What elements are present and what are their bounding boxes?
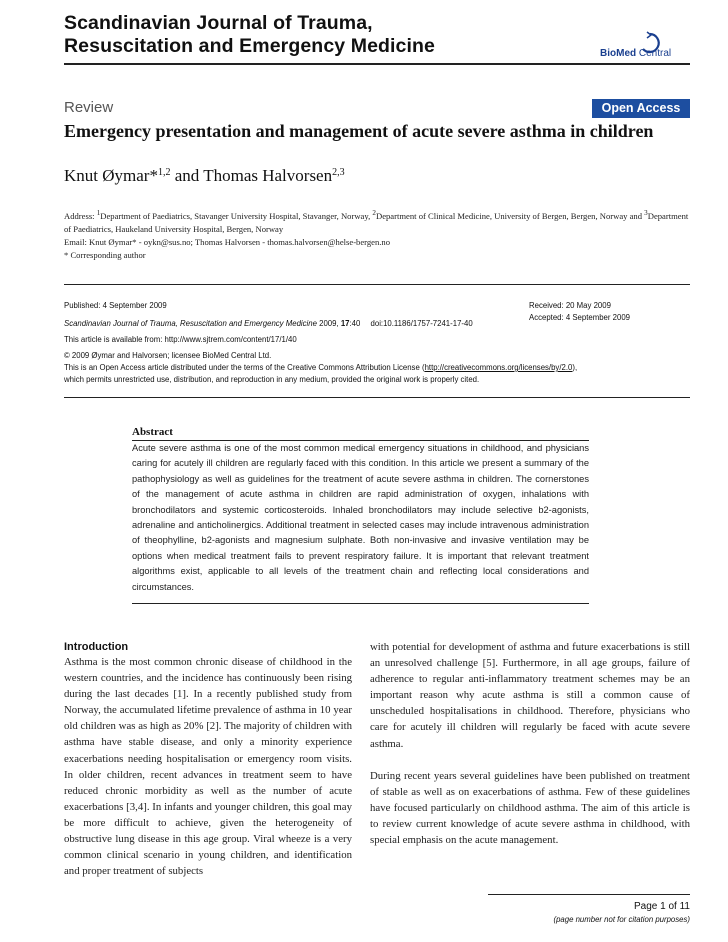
author-1: Knut Øymar*: [64, 166, 158, 185]
email-line: Email: Knut Øymar* - oykn@sus.no; Thomas Halvorsen - thomas.halvorsen@helse-bergen.no: [64, 237, 391, 247]
article-type: Review: [64, 99, 114, 116]
page-number: Page 1 of 11: [634, 901, 690, 912]
intro-left-column: [64, 640, 352, 879]
journal-title-line1: Scandinavian Journal of Trauma,: [64, 12, 373, 34]
open-access-badge: Open Access: [592, 99, 690, 118]
meta-rule-top: [64, 284, 690, 285]
license-line: [64, 362, 694, 374]
page-number-note: (page number not for citation purposes): [553, 915, 690, 924]
copyright-line: © 2009 Øymar and Halvorsen; licensee BioMed Central Ltd.: [64, 351, 272, 360]
article-title: Emergency presentation and management of acute severe asthma in children: [64, 121, 654, 141]
intro-left-text: Asthma is the most common chronic disease of childhood in the western countries, and the incidence has continuously been rising during the last decades [1]. In a recently published study from Norway, the accumulated lifetime prevalence of asthma in 10 year old children was as high as 20% [2]. The majority of children with asthma have stable disease, and only a minority experience exacerbations needing hospitalisation or emergency room visits. In older children, recent advances in treatment seem to have reduced chronic morbidity as well as the number of acute exacerbations [3,4]. In infants and younger children, this goal may be more difficult to achieve, given the heterogeneity of obstructive lung disease in this age group. Viral wheeze is a very common clinical scenario in young children, and identification and proper treatment of subjects: [64, 656, 352, 878]
logo-central-text: Central: [638, 48, 672, 59]
address-part-2: Department of Clinical Medicine, University of Bergen, Bergen, Norway and: [375, 210, 645, 221]
journal-title-line2: Resuscitation and Emergency Medicine: [64, 35, 435, 57]
biomed-central-logo: [600, 30, 692, 60]
license-pre: This is an Open Access article distributed under the terms of the Creative Commons Attribution License (: [64, 363, 425, 372]
citation-doi[interactable]: doi:10.1186/1757-7241-17-40: [370, 319, 473, 328]
author-2-affiliation: 2,3: [332, 167, 345, 178]
intro-right-para-2: During recent years several guidelines have been published on treatment of stable as well as on exacerbations of asthma. Few of these guidelines have focused particularly on childhood asthma. The aim of this article is to review current knowledge of acute severe asthma in childhood, with special emphasis on the acute management.: [370, 769, 690, 847]
address-sup-2: 2: [372, 209, 376, 217]
address-block: [64, 207, 694, 236]
license-post: ),: [572, 363, 578, 372]
author-2: Thomas Halvorsen: [203, 166, 333, 185]
introduction-heading: Introduction: [64, 641, 129, 653]
author-list: [64, 163, 345, 186]
journal-title: [64, 12, 584, 58]
received-date: Received: 20 May 2009: [529, 301, 611, 310]
license-line-2: which permits unrestricted use, distribution, and reproduction in any medium, provided the original work is properly cited.: [64, 375, 480, 384]
abstract-rule-bottom: [132, 603, 589, 604]
citation-journal: Scandinavian Journal of Trauma, Resuscitation and Emergency Medicine: [64, 319, 317, 328]
address-sup-3: 3: [644, 209, 648, 217]
intro-right-para-1: with potential for development of asthma and future exacerbations is still an unresolved challenge [5]. Furthermore, in all age groups, failure of adherence to regular anti-inflammatory treatment schemes may be an important reason why acute asthma is still a common cause of unscheduled hospitalisations in childhood. Therefore, physicians who care for acutely ill children will regularly be faced with acute severe asthma.: [370, 641, 690, 750]
citation-line: [64, 318, 473, 330]
citation-year: 2009,: [316, 319, 341, 328]
citation-volume: 17: [340, 319, 350, 328]
accepted-date: Accepted: 4 September 2009: [529, 313, 630, 322]
author-1-affiliation: 1,2: [157, 167, 171, 178]
citation-rest: :40: [349, 319, 361, 328]
address-part-3: Department of Paediatrics, Haukeland University Hospital, Bergen, Norway: [64, 210, 689, 234]
license-link[interactable]: http://creativecommons.org/licenses/by/2.0: [424, 363, 573, 372]
header-rule: [64, 63, 690, 65]
abstract-text: Acute severe asthma is one of the most common medical emergency situations in childhood, and physicians caring for acutely ill children are regularly faced with this condition. In this article we present a summary of the pathophysiology as well as guidelines for the treatment of acute severe asthma in children. The cornerstones of the management of acute asthma in children are rapid administration of oxygen, inhalations with bronchodilators and systemic corticosteroids. Inhaled bronchodilators may include selective b2-agonists, adrenaline and anticholinergics. Additional treatment in selected cases may include intravenous administration of theophylline, b2-agonists and magnesium sulphate. Both non-invasive and invasive ventilation may be options when medical treatment fails to prevent respiratory failure. It is important that relevant treatment algorithms exist, applicable to all levels of the treatment chain and reflecting local considerations and circumstances.: [132, 443, 589, 592]
address-label: Address:: [64, 210, 97, 221]
corresponding-author: * Corresponding author: [64, 250, 146, 260]
abstract-heading: Abstract: [132, 426, 173, 438]
address-sup-1: 1: [96, 209, 101, 217]
availability-line: This article is available from: http://www.sjtrem.com/content/17/1/40: [64, 335, 297, 344]
address-part-1: Department of Paediatrics, Stavanger University Hospital, Stavanger, Norway,: [100, 210, 373, 221]
meta-rule-bottom: [64, 397, 690, 398]
footer-rule: [488, 894, 690, 895]
author-and: and: [170, 166, 204, 185]
logo-biomed-text: BioMed: [600, 48, 637, 59]
intro-right-column: [370, 639, 690, 848]
published-date: Published: 4 September 2009: [64, 301, 167, 310]
